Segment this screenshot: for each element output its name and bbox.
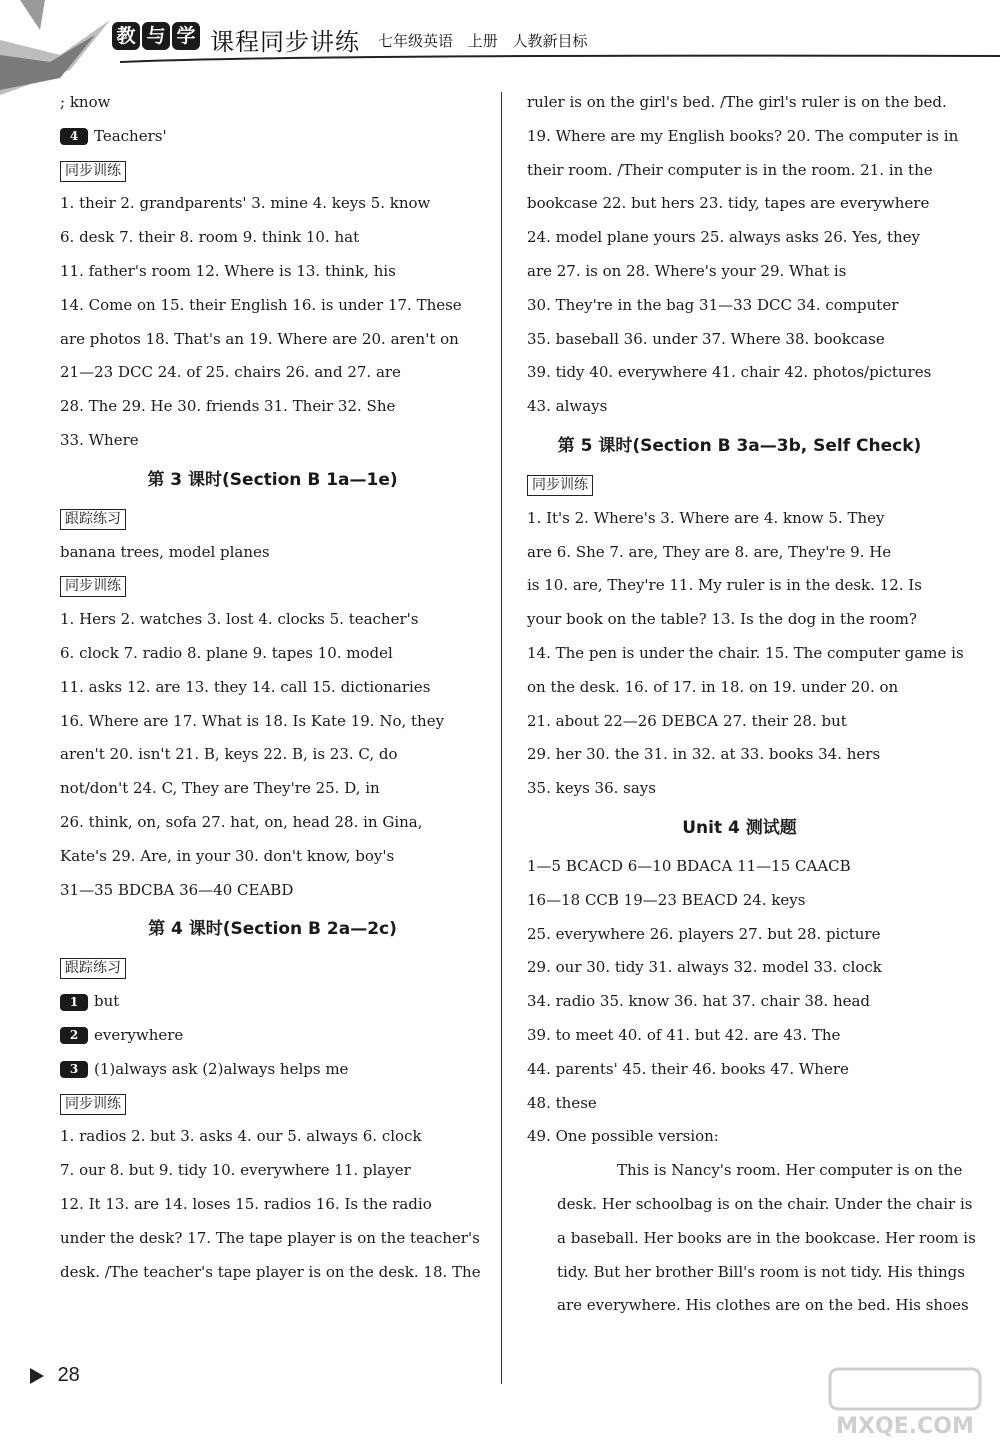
- answer-line: are photos 18. That's an 19. Where are 20. aren't on: [60, 329, 459, 348]
- answer-line: 48. these: [527, 1093, 597, 1112]
- answer-line: aren't 20. isn't 21. B, keys 22. B, is 23. C, do: [60, 745, 398, 764]
- answer-line: desk. /The teacher's tape player is on the desk. 18. The: [60, 1262, 481, 1281]
- section-heading: 第 5 课时(Section B 3a—3b, Self Check): [557, 435, 922, 456]
- brand-logo: [112, 22, 202, 50]
- header-rule: [120, 52, 1000, 64]
- answer-text: everywhere: [94, 1025, 184, 1044]
- answer-line: 34. radio 35. know 36. hat 37. chair 38. head: [527, 992, 871, 1011]
- left-column: [60, 86, 485, 1289]
- answer-line: 14. Come on 15. their English 16. is under 17. These: [60, 295, 462, 314]
- answer-text: Teachers': [94, 126, 167, 145]
- answer-line: 25. everywhere 26. players 27. but 28. picture: [527, 924, 881, 943]
- number-badge: 2: [60, 1027, 88, 1044]
- answer-line: 44. parents' 45. their 46. books 47. Where: [527, 1059, 849, 1078]
- answer-line: 19. Where are my English books? 20. The computer is in: [527, 126, 959, 145]
- answer-line: 39. tidy 40. everywhere 41. chair 42. photos/pictures: [527, 363, 932, 382]
- answer-line: ; know: [60, 93, 111, 111]
- book-subtitle: 七年级英语 上册 人教新目标: [378, 32, 588, 50]
- answer-line: 12. It 13. are 14. loses 15. radios 16. Is the radio: [60, 1194, 432, 1213]
- answer-line: 1. It's 2. Where's 3. Where are 4. know 5. They: [527, 508, 885, 527]
- page-header: [0, 0, 1000, 80]
- answer-line: tidy. But her brother Bill's room is not tidy. His things: [557, 1262, 965, 1281]
- section-heading: Unit 4 测试题: [682, 817, 797, 838]
- answer-line: 1. Hers 2. watches 3. lost 4. clocks 5. teacher's: [60, 610, 419, 629]
- answer-line: on the desk. 16. of 17. in 18. on 19. under 20. on: [527, 677, 899, 696]
- answer-line: bookcase 22. but hers 23. tidy, tapes are everywhere: [527, 194, 930, 213]
- answer-line: desk. Her schoolbag is on the chair. Under the chair is: [557, 1194, 973, 1213]
- answer-line: 33. Where: [60, 430, 139, 449]
- answer-line: are 27. is on 28. Where's your 29. What is: [527, 261, 847, 280]
- number-badge: 4: [60, 128, 88, 145]
- logo-char: 学: [172, 22, 200, 50]
- answer-line: 24. model plane yours 25. always asks 26. Yes, they: [527, 228, 921, 247]
- answer-line: 11. asks 12. are 13. they 14. call 15. dictionaries: [60, 677, 431, 696]
- answer-line: This is Nancy's room. Her computer is on the: [617, 1161, 963, 1180]
- exercise-tag-row: [527, 468, 952, 502]
- corner-decoration-icon: [0, 0, 130, 100]
- answer-line: 21—23 DCC 24. of 25. chairs 26. and 27. are: [60, 363, 401, 382]
- right-column: [527, 86, 976, 1323]
- page-number: 28: [57, 1364, 80, 1386]
- answer-line: 1. their 2. grandparents' 3. mine 4. keys 5. know: [60, 194, 431, 213]
- numbered-answer: [60, 985, 485, 1019]
- exercise-tag: 同步训练: [60, 161, 126, 182]
- answer-line: banana trees, model planes: [60, 542, 270, 561]
- arrow-icon: [30, 1368, 44, 1384]
- answer-text: but: [94, 992, 120, 1011]
- answer-line: 16—18 CCB 19—23 BEACD 24. keys: [527, 890, 806, 909]
- answer-line: 6. desk 7. their 8. room 9. think 10. hat: [60, 228, 360, 247]
- answer-line: is 10. are, They're 11. My ruler is in the desk. 12. Is: [527, 576, 922, 595]
- answer-line: 43. always: [527, 397, 608, 416]
- number-badge: 3: [60, 1061, 88, 1078]
- answer-text: (1)always ask (2)always helps me: [94, 1059, 349, 1078]
- answer-line: 39. to meet 40. of 41. but 42. are 43. The: [527, 1025, 841, 1044]
- exercise-tag: 跟踪练习: [60, 958, 126, 979]
- answer-line: 14. The pen is under the chair. 15. The computer game is: [527, 643, 964, 662]
- exercise-tag-row: [60, 1087, 485, 1121]
- answer-line: Kate's 29. Are, in your 30. don't know, boy's: [60, 846, 395, 865]
- watermark-logo: [820, 1365, 990, 1440]
- exercise-tag: 同步训练: [60, 1094, 126, 1115]
- answer-line: are 6. She 7. are, They are 8. are, They're 9. He: [527, 542, 892, 561]
- numbered-answer: [60, 1053, 485, 1087]
- answer-line: 29. her 30. the 31. in 32. at 33. books 34. hers: [527, 745, 881, 764]
- answer-line: 29. our 30. tidy 31. always 32. model 33. clock: [527, 958, 882, 977]
- exercise-tag-row: [60, 502, 485, 536]
- number-badge: 1: [60, 994, 88, 1011]
- section-heading: 第 4 课时(Section B 2a—2c): [148, 919, 397, 940]
- logo-char: 与: [142, 22, 170, 50]
- answer-line: 28. The 29. He 30. friends 31. Their 32. She: [60, 397, 396, 416]
- logo-char: 教: [112, 22, 140, 50]
- answer-line: are everywhere. His clothes are on the bed. His shoes: [557, 1296, 969, 1315]
- exercise-tag: 跟踪练习: [60, 509, 126, 530]
- answer-line: 26. think, on, sofa 27. hat, on, head 28. in Gina,: [60, 812, 423, 831]
- answer-line: 7. our 8. but 9. tidy 10. everywhere 11. player: [60, 1161, 411, 1180]
- section-heading: 第 3 课时(Section B 1a—1e): [147, 469, 398, 490]
- exercise-tag: 同步训练: [60, 576, 126, 597]
- answer-line: 21. about 22—26 DEBCA 27. their 28. but: [527, 711, 847, 730]
- numbered-answer: [60, 120, 485, 154]
- exercise-tag-row: [60, 569, 485, 603]
- answer-line: 11. father's room 12. Where is 13. think, his: [60, 261, 396, 280]
- answer-line: 16. Where are 17. What is 18. Is Kate 19. No, they: [60, 711, 445, 730]
- exercise-tag-row: [60, 951, 485, 985]
- answer-line: 35. keys 36. says: [527, 779, 656, 798]
- answer-line: 1—5 BCACD 6—10 BDACA 11—15 CAACB: [527, 856, 851, 875]
- svg-text:MXQE.COM: MXQE.COM: [836, 1414, 974, 1439]
- answer-line: 49. One possible version:: [527, 1127, 719, 1146]
- exercise-tag-row: [60, 154, 485, 188]
- page-footer: [30, 1364, 80, 1387]
- numbered-answer: [60, 1019, 485, 1053]
- answer-line: 1. radios 2. but 3. asks 4. our 5. always 6. clock: [60, 1127, 422, 1146]
- answer-line: ruler is on the girl's bed. /The girl's ruler is on the bed.: [527, 93, 947, 111]
- answer-line: 6. clock 7. radio 8. plane 9. tapes 10. model: [60, 643, 393, 662]
- exercise-tag: 同步训练: [527, 475, 593, 496]
- answer-line: a baseball. Her books are in the bookcase. Her room is: [557, 1228, 976, 1247]
- answer-line: 35. baseball 36. under 37. Where 38. bookcase: [527, 329, 885, 348]
- answer-line: your book on the table? 13. Is the dog in the room?: [527, 610, 917, 629]
- answer-line: not/don't 24. C, They are They're 25. D, in: [60, 779, 380, 798]
- series-title: 课程同步讲练: [210, 28, 360, 56]
- answer-line: under the desk? 17. The tape player is on the teacher's: [60, 1228, 480, 1247]
- answer-line: 31—35 BDCBA 36—40 CEABD: [60, 880, 294, 899]
- answer-line: their room. /Their computer is in the room. 21. in the: [527, 160, 933, 179]
- answer-line: 30. They're in the bag 31—33 DCC 34. computer: [527, 295, 899, 314]
- column-divider: [501, 92, 502, 1384]
